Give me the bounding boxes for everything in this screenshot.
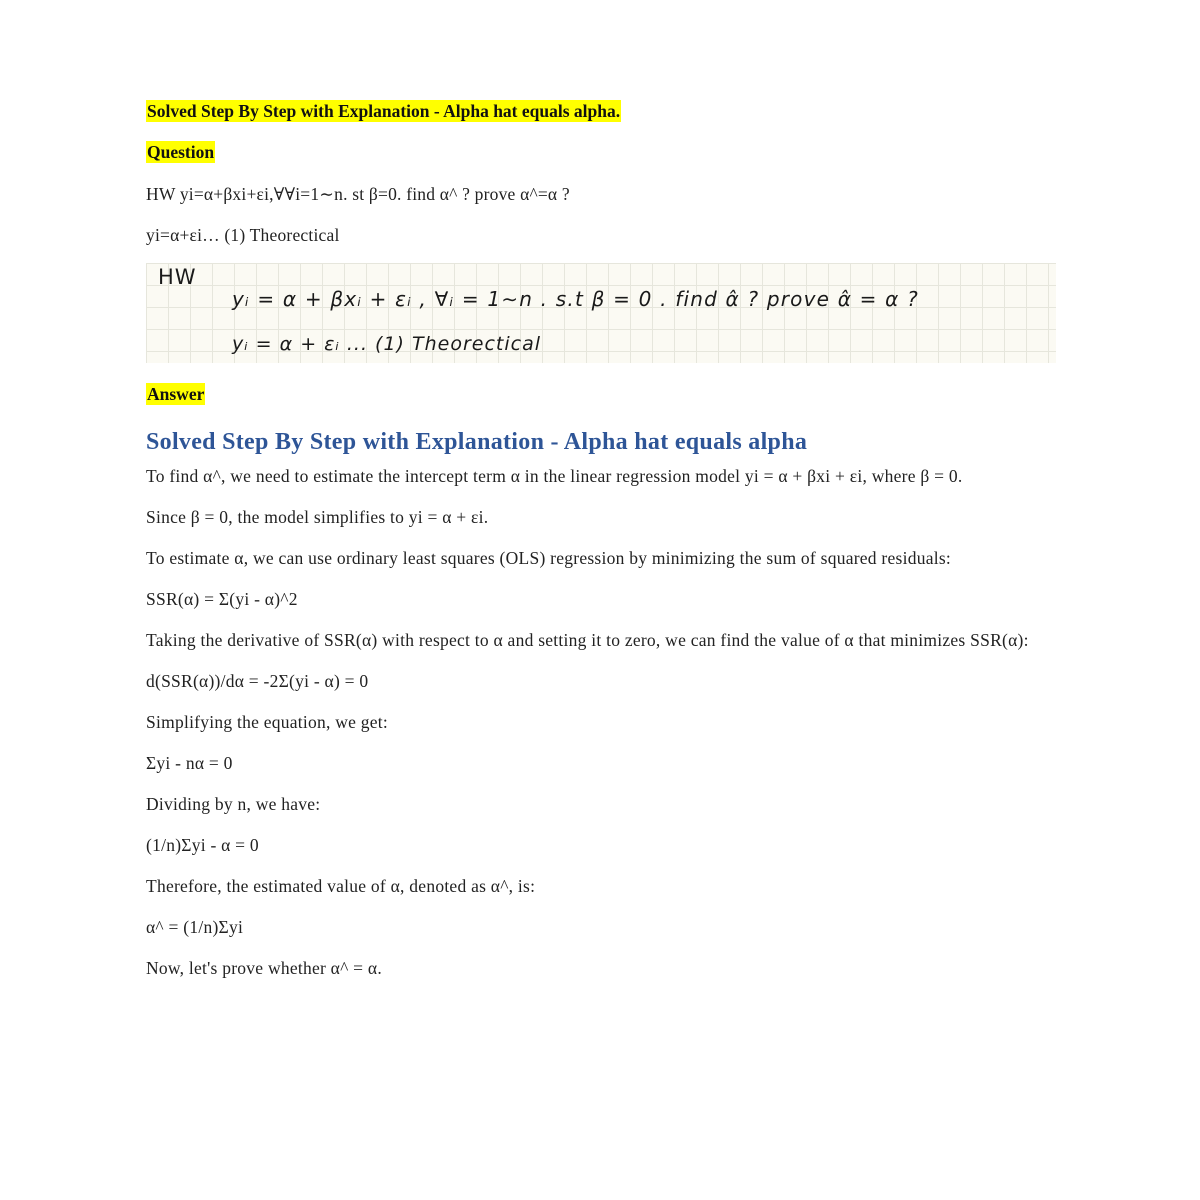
handwritten-line-2: yᵢ = α + εᵢ ... (1) Theorectical xyxy=(232,333,541,355)
page-title: Solved Step By Step with Explanation - Alpha hat equals alpha. xyxy=(147,101,621,121)
title-row xyxy=(146,100,1056,122)
question-hw-line: HW yi=α+βxi+εi,∀∀i=1∼n. st β=0. find α^ ? prove α^=α ? xyxy=(146,184,570,204)
answer-equation: d(SSR(α))/dα = -2Σ(yi - α) = 0 xyxy=(146,671,369,691)
document-content xyxy=(146,96,1056,983)
answer-paragraph: Taking the derivative of SSR(α) with respect to α and setting it to zero, we can find the value of α that minimizes SSR(α): xyxy=(146,630,1029,650)
answer-equation: Σyi - nα = 0 xyxy=(146,753,233,773)
answer-equation: α^ = (1/n)Σyi xyxy=(146,917,244,937)
answer-equation: SSR(α) = Σ(yi - α)^2 xyxy=(146,589,298,609)
answer-paragraph: Therefore, the estimated value of α, denoted as α^, is: xyxy=(146,876,536,896)
answer-equation: (1/n)Σyi - α = 0 xyxy=(146,835,259,855)
handwritten-question-image xyxy=(146,263,1056,363)
handwritten-line-1: yᵢ = α + βxᵢ + εᵢ , ∀ᵢ = 1∼n . s.t β = 0 . find α̂ ? prove α̂ = α ? xyxy=(232,287,919,311)
answer-paragraph: Since β = 0, the model simplifies to yi = α + εi. xyxy=(146,507,489,527)
handwritten-hw-label: HW xyxy=(158,265,197,289)
question-theoretical-line: yi=α+εi… (1) Theorectical xyxy=(146,225,340,245)
question-label: Question xyxy=(147,142,215,162)
answer-paragraph: Dividing by n, we have: xyxy=(146,794,321,814)
answer-paragraph: To estimate α, we can use ordinary least squares (OLS) regression by minimizing the sum of squared residuals: xyxy=(146,548,952,568)
answer-label-row xyxy=(146,383,1056,405)
question-label-row xyxy=(146,141,1056,163)
answer-heading: Solved Step By Step with Explanation - Alpha hat equals alpha xyxy=(146,429,808,455)
answer-paragraph: Simplifying the equation, we get: xyxy=(146,712,389,732)
answer-label: Answer xyxy=(147,384,205,404)
answer-paragraph: To find α^, we need to estimate the intercept term α in the linear regression model yi = α + βxi + εi, where β = 0. xyxy=(146,466,963,486)
answer-paragraph: Now, let's prove whether α^ = α. xyxy=(146,958,382,978)
